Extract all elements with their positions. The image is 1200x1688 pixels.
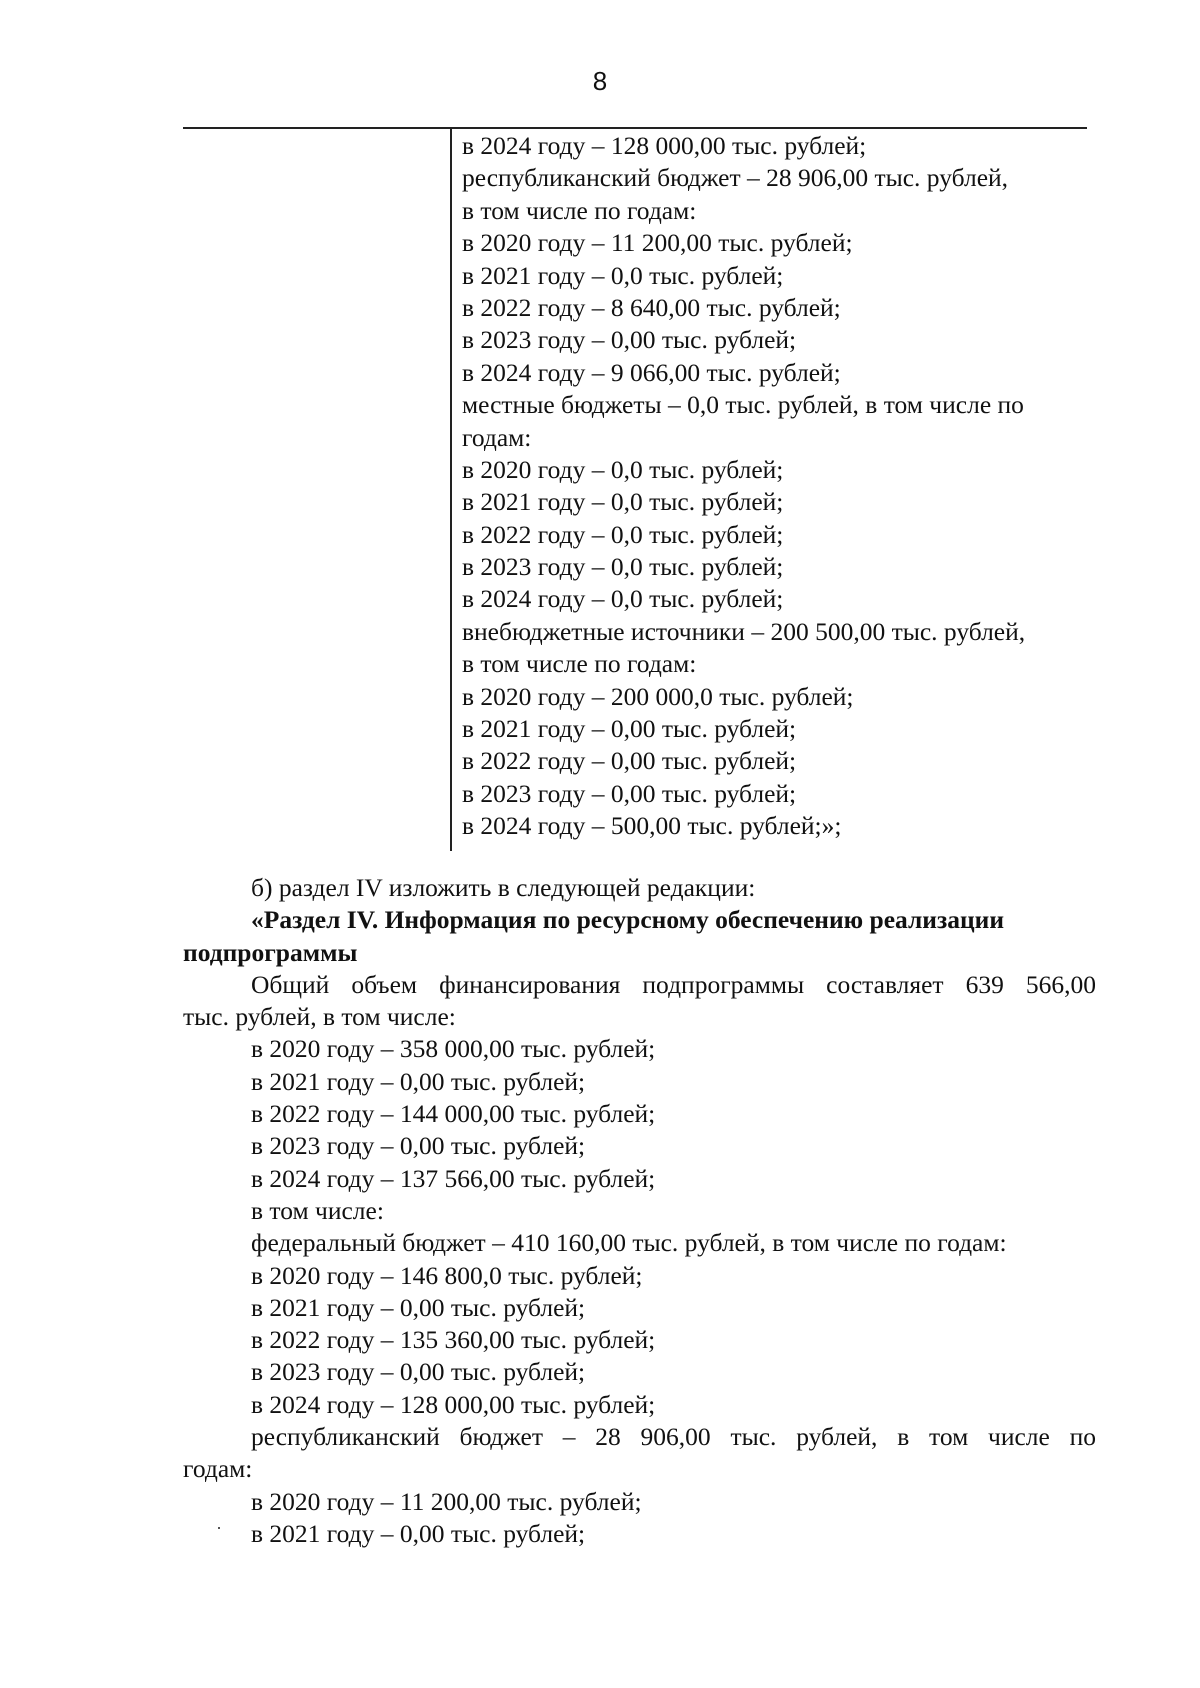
- total-year-line: в 2024 году – 137 566,00 тыс. рублей;: [251, 1163, 656, 1193]
- section-title-line2: подпрограммы: [183, 937, 358, 967]
- table-line: в 2020 году – 0,0 тыс. рублей;: [462, 454, 784, 484]
- table-line: в 2020 году – 200 000,0 тыс. рублей;: [462, 681, 854, 711]
- table-line: в 2020 году – 11 200,00 тыс. рублей;: [462, 228, 853, 258]
- amendment-b: б) раздел IV изложить в следующей редакции:: [251, 873, 756, 902]
- total-year-line: в 2022 году – 144 000,00 тыс. рублей;: [251, 1099, 656, 1129]
- total-funding-line2: тыс. рублей, в том числе:: [183, 1002, 456, 1032]
- section-title-line1: «Раздел IV. Информация по ресурсному обеспечению реализации: [251, 905, 1005, 935]
- federal-year-line: в 2021 году – 0,00 тыс. рублей;: [251, 1292, 586, 1322]
- republic-budget-intro-line2: годам:: [183, 1454, 253, 1484]
- table-line: в 2022 году – 8 640,00 тыс. рублей;: [462, 292, 841, 322]
- table-line: в 2024 году – 9 066,00 тыс. рублей;: [462, 357, 841, 387]
- table-line: местные бюджеты – 0,0 тыс. рублей, в том числе по: [462, 390, 1024, 420]
- federal-year-line: в 2020 году – 146 800,0 тыс. рублей;: [251, 1260, 643, 1290]
- table-line: в 2024 году – 128 000,00 тыс. рублей;: [462, 131, 867, 160]
- federal-budget-intro: федеральный бюджет – 410 160,00 тыс. рублей, в том числе по годам:: [251, 1228, 1007, 1258]
- federal-year-line: в 2024 году – 128 000,00 тыс. рублей;: [251, 1389, 656, 1419]
- table-line: в 2024 году – 0,0 тыс. рублей;: [462, 584, 784, 614]
- table-line: в том числе по годам:: [462, 195, 697, 225]
- federal-year-line: в 2022 году – 135 360,00 тыс. рублей;: [251, 1325, 656, 1355]
- table-column-divider: [450, 127, 452, 851]
- table-line: в 2024 году – 500,00 тыс. рублей;»;: [462, 811, 842, 841]
- table-line: годам:: [462, 422, 532, 452]
- table-line: в 2023 году – 0,00 тыс. рублей;: [462, 325, 797, 355]
- table-line: внебюджетные источники – 200 500,00 тыс. рублей,: [462, 616, 1026, 646]
- total-year-line: в 2021 году – 0,00 тыс. рублей;: [251, 1066, 586, 1096]
- total-year-line: в 2020 году – 358 000,00 тыс. рублей;: [251, 1034, 656, 1064]
- scan-speck: [218, 1527, 220, 1529]
- republic-year-line: в 2021 году – 0,00 тыс. рублей;: [251, 1518, 586, 1548]
- total-funding-line1: Общий объем финансирования подпрограммы составляет 639 566,00: [251, 969, 1096, 999]
- table-top-rule: [183, 127, 1087, 129]
- total-year-line: в 2023 году – 0,00 тыс. рублей;: [251, 1131, 586, 1161]
- including-line: в том числе:: [251, 1195, 384, 1225]
- page-number: 8: [592, 66, 608, 96]
- table-right-column: [462, 130, 1102, 843]
- table-line: республиканский бюджет – 28 906,00 тыс. рублей,: [462, 163, 1009, 193]
- republic-year-line: в 2020 году – 11 200,00 тыс. рублей;: [251, 1486, 642, 1516]
- table-line: в 2023 году – 0,00 тыс. рублей;: [462, 778, 797, 808]
- table-line: в 2021 году – 0,0 тыс. рублей;: [462, 487, 784, 517]
- federal-year-line: в 2023 году – 0,00 тыс. рублей;: [251, 1357, 586, 1387]
- table-line: в том числе по годам:: [462, 649, 697, 679]
- document-body: [183, 872, 1096, 1550]
- table-line: в 2023 году – 0,0 тыс. рублей;: [462, 552, 784, 582]
- table-line: в 2021 году – 0,0 тыс. рублей;: [462, 260, 784, 290]
- table-line: в 2022 году – 0,00 тыс. рублей;: [462, 746, 797, 776]
- table-line: в 2022 году – 0,0 тыс. рублей;: [462, 519, 784, 549]
- table-line: в 2021 году – 0,00 тыс. рублей;: [462, 714, 797, 744]
- republic-budget-intro-line1: республиканский бюджет – 28 906,00 тыс. рублей, в том числе по: [251, 1422, 1096, 1452]
